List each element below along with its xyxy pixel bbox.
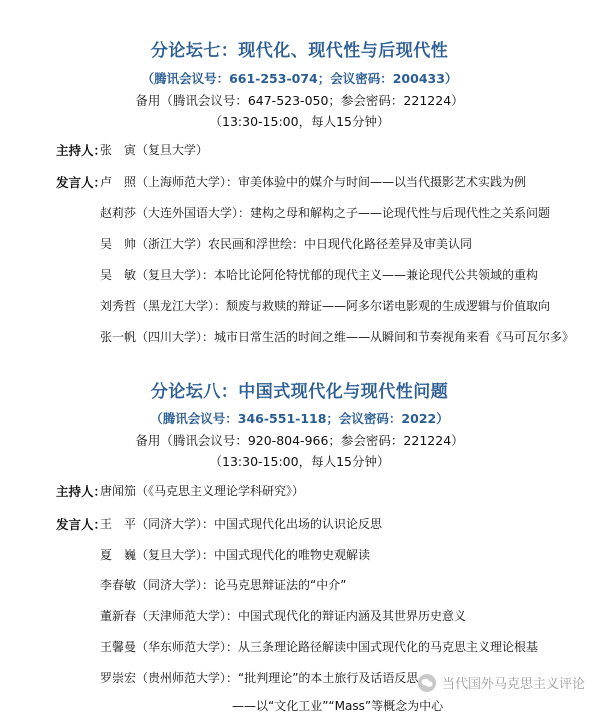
forum7-speaker: 张一帆（四川大学）：城市日常生活的时间之维——从瞬间和节奏视角来看《马可瓦尔多》 xyxy=(100,330,575,344)
forum8-time: （13:30-15:00，每人15分钟） xyxy=(209,454,390,469)
forum8-speaker: 董新春（天津师范大学）：中国式现代化的辩证内涵及其世界历史意义 xyxy=(100,609,467,623)
forum8-speaker: 王 平（同济大学）：中国式现代化出场的认识论反思 xyxy=(100,517,383,531)
forum8-speaker: 李春敏（同济大学）：论马克思辩证法的“中介” xyxy=(100,578,347,592)
forum7-meeting-info: （腾讯会议号：661-253-074；会议密码：200433） xyxy=(141,71,458,86)
wechat-icon xyxy=(418,674,436,692)
forum8-host-label: 主持人： xyxy=(56,484,107,499)
forum8-speaker: 夏 巍（复旦大学）：中国式现代化的唯物史观解读 xyxy=(100,548,371,562)
forum7-speaker: 吴 帅（浙江大学）农民画和浮世绘：中日现代化路径差异及审美认同 xyxy=(100,237,473,251)
forum7-speaker: 刘秀哲（黑龙江大学）：颓废与救赎的辩证——阿多尔诺电影观的生成逻辑与价值取向 xyxy=(100,299,551,313)
forum7-host-label: 主持人： xyxy=(56,143,107,158)
watermark-text: 当代国外马克思主义评论 xyxy=(441,677,585,692)
forum7-speaker: 卢 照（上海师范大学）：审美体验中的媒介与时间——以当代摄影艺术实践为例 xyxy=(100,175,527,189)
forum7-speaker: 赵莉莎（大连外国语大学）：建构之母和解构之子——论现代性与后现代性之关系问题 xyxy=(100,206,551,220)
forum8-backup-info: 备用（腾讯会议号：920-804-966；参会密码：221224） xyxy=(135,433,464,448)
forum8-meeting-info: （腾讯会议号：346-551-118；会议密码：2022） xyxy=(150,411,449,426)
forum7-title: 分论坛七：现代化、现代性与后现代性 xyxy=(150,41,449,61)
forum7-backup-info: 备用（腾讯会议号：647-523-050；参会密码：221224） xyxy=(135,93,464,108)
forum8-speaker-label: 发言人： xyxy=(56,517,107,532)
forum7-time: （13:30-15:00，每人15分钟） xyxy=(209,114,390,129)
forum8-host: 唐闻笳（《马克思主义理论学科研究》） xyxy=(100,484,305,498)
forum8-speaker: 王馨曼（华东师范大学）：从三条理论路径解读中国式现代化的马克思主义理论根基 xyxy=(100,640,539,654)
forum7-speaker: 吴 敏（复旦大学）：本哈比论阿伦特忧郁的现代主义——兼论现代公共领域的重构 xyxy=(100,268,539,282)
watermark xyxy=(418,673,585,692)
forum8-title: 分论坛八：中国式现代化与现代性问题 xyxy=(150,382,449,402)
forum7-speaker-label: 发言人： xyxy=(56,175,107,190)
forum8-speaker-subtitle: ——以“文化工业”“Mass”等概念为中心 xyxy=(232,699,444,713)
forum8-speaker: 罗崇宏（贵州师范大学）：“批判理论”的本土旅行及话语反思 xyxy=(100,671,419,685)
forum7-host: 张 寅（复旦大学） xyxy=(100,143,209,157)
